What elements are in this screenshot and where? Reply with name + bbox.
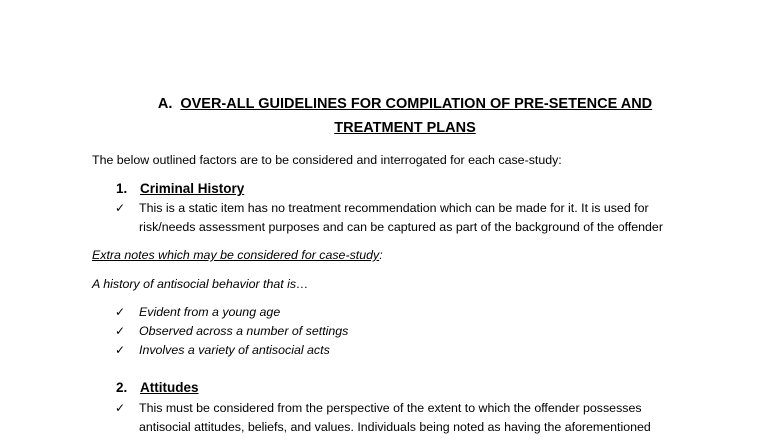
section-number: 2. bbox=[116, 380, 128, 395]
attitudes-bullet-line2: antisocial attitudes, beliefs, and values. Individuals being noted as having the aforementioned bbox=[139, 420, 651, 434]
list-item: Evident from a young age bbox=[139, 305, 281, 319]
document-heading-line2 bbox=[90, 117, 720, 139]
section-title: Criminal History bbox=[140, 181, 245, 196]
checkmark-icon: ✓ bbox=[115, 401, 126, 415]
section-number: 1. bbox=[116, 181, 128, 196]
heading-title-line1: OVER-ALL GUIDELINES FOR COMPILATION OF PRE-SETENCE AND bbox=[180, 96, 653, 112]
intro-paragraph: The below outlined factors are to be considered and interrogated for each case-study: bbox=[92, 153, 562, 167]
list-item: Involves a variety of antisocial acts bbox=[139, 343, 330, 357]
heading-number: A. bbox=[157, 96, 173, 112]
checkmark-icon: ✓ bbox=[115, 201, 126, 215]
heading-title-line2: TREATMENT PLANS bbox=[334, 120, 476, 136]
criminal-history-bullet-line1: This is a static item has no treatment recommendation which can be made for it. It is used for bbox=[139, 201, 649, 215]
section-criminal-history bbox=[116, 180, 244, 198]
history-intro: A history of antisocial behavior that is… bbox=[92, 277, 309, 291]
extra-notes-label: Extra notes which may be considered for case-study: bbox=[92, 248, 383, 262]
document-heading-line1 bbox=[90, 93, 720, 115]
list-item: Observed across a number of settings bbox=[139, 324, 349, 338]
checkmark-icon: ✓ bbox=[115, 305, 126, 319]
section-attitudes bbox=[116, 379, 199, 397]
attitudes-bullet-line1: This must be considered from the perspective of the extent to which the offender possesses bbox=[139, 401, 642, 415]
checkmark-icon: ✓ bbox=[115, 343, 126, 357]
checkmark-icon: ✓ bbox=[115, 324, 126, 338]
criminal-history-bullet-line2: risk/needs assessment purposes and can be captured as part of the background of the offender bbox=[139, 220, 663, 234]
section-title: Attitudes bbox=[140, 380, 199, 395]
